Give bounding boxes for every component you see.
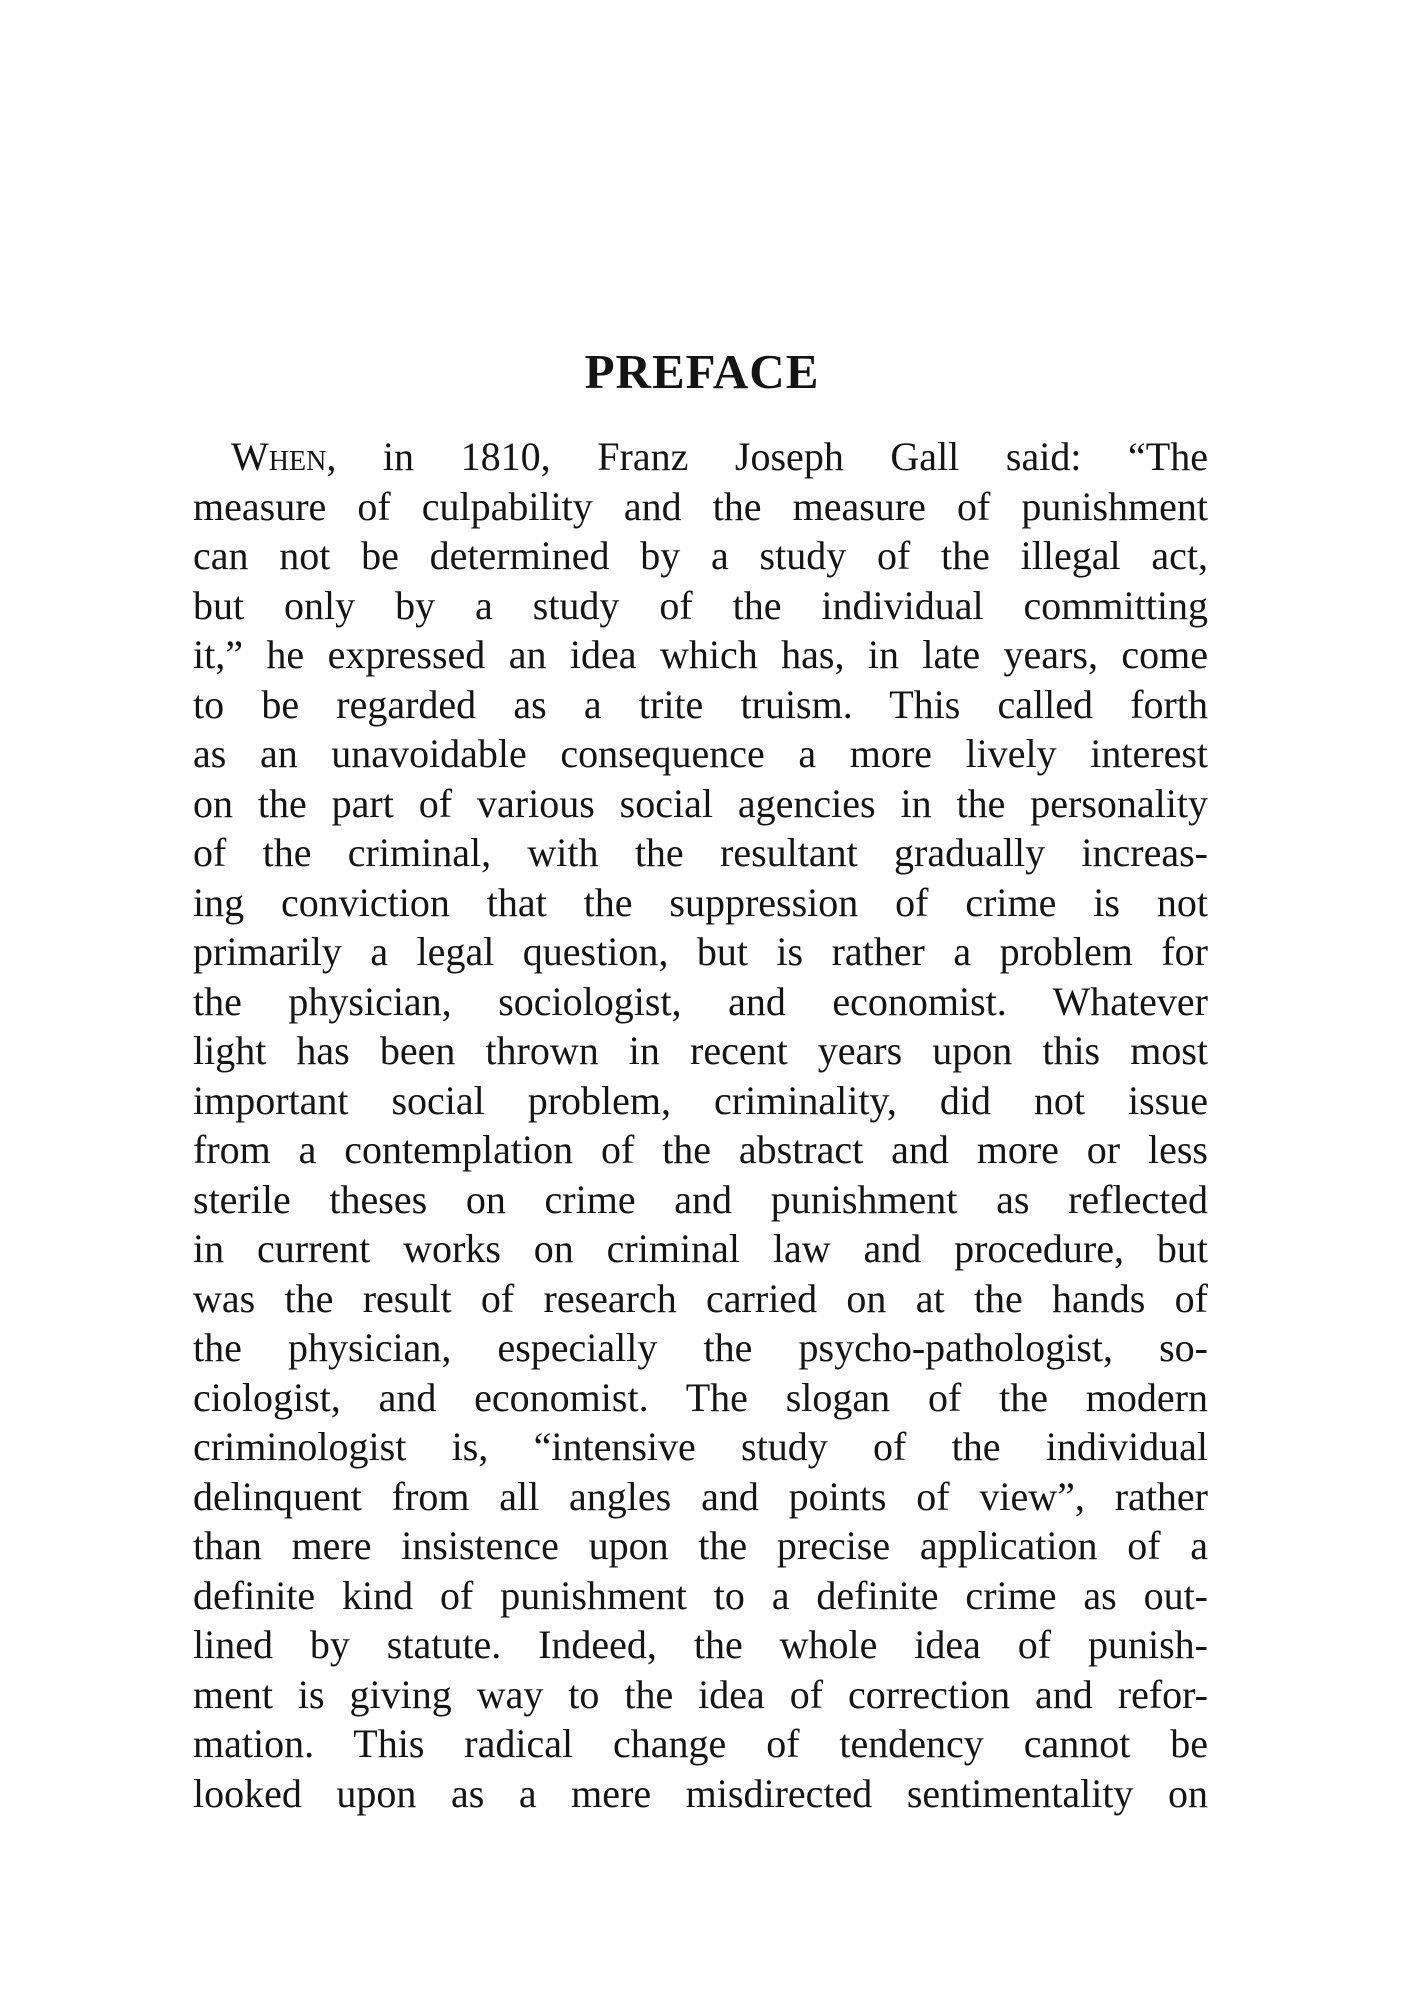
text-line: can not be determined by a study of the illegal act, [193, 533, 1208, 578]
text-line: to be regarded as a trite truism. This called forth [193, 681, 1208, 727]
text-line: was the result of research carried on at the hands of [193, 1275, 1208, 1321]
text-line: definite kind of punishment to a definite crime as out- [193, 1572, 1208, 1618]
text-line: sterile theses on crime and punishment as reflected [193, 1176, 1208, 1222]
text-line: in current works on criminal law and procedure, but [193, 1226, 1208, 1271]
text-line: than mere insistence upon the precise application of a [193, 1523, 1208, 1568]
text-line: of the criminal, with the resultant gradually increas- [193, 830, 1208, 875]
opening-word: When [231, 434, 327, 479]
page-title: PREFACE [584, 344, 820, 399]
text-line: light has been thrown in recent years upon this most [193, 1028, 1208, 1073]
text-line: delinquent from all angles and points of view”, rather [193, 1473, 1208, 1519]
text-line: looked upon as a mere misdirected sentimentality on [193, 1770, 1208, 1816]
text-line: as an unavoidable consequence a more lively interest [193, 731, 1208, 776]
text-line: the physician, sociologist, and economist. Whatever [193, 978, 1208, 1024]
preface-paragraph [193, 432, 1208, 1818]
text-line: ing conviction that the suppression of crime is not [193, 879, 1208, 925]
text-line: lined by statute. Indeed, the whole idea of punish- [193, 1622, 1208, 1667]
text-line: criminologist is, “intensive study of the individual [193, 1424, 1208, 1469]
text-line: it,” he expressed an idea which has, in late years, come [193, 632, 1208, 677]
text-line: on the part of various social agencies in the personality [193, 780, 1208, 826]
text-line: When, in 1810, Franz Joseph Gall said: “The [231, 434, 1208, 479]
text-line: primarily a legal question, but is rather a problem for [193, 929, 1208, 974]
text-line: important social problem, criminality, did not issue [193, 1077, 1208, 1123]
text-line: measure of culpability and the measure of punishment [193, 483, 1208, 529]
text-line: but only by a study of the individual committing [193, 582, 1208, 628]
text-line: mation. This radical change of tendency cannot be [193, 1721, 1208, 1766]
text-line: ment is giving way to the idea of correction and refor- [193, 1671, 1208, 1717]
text-line: ciologist, and economist. The slogan of the modern [193, 1374, 1208, 1420]
text-line: the physician, especially the psycho-pathologist, so- [193, 1325, 1208, 1370]
text-line: from a contemplation of the abstract and more or less [193, 1127, 1208, 1172]
